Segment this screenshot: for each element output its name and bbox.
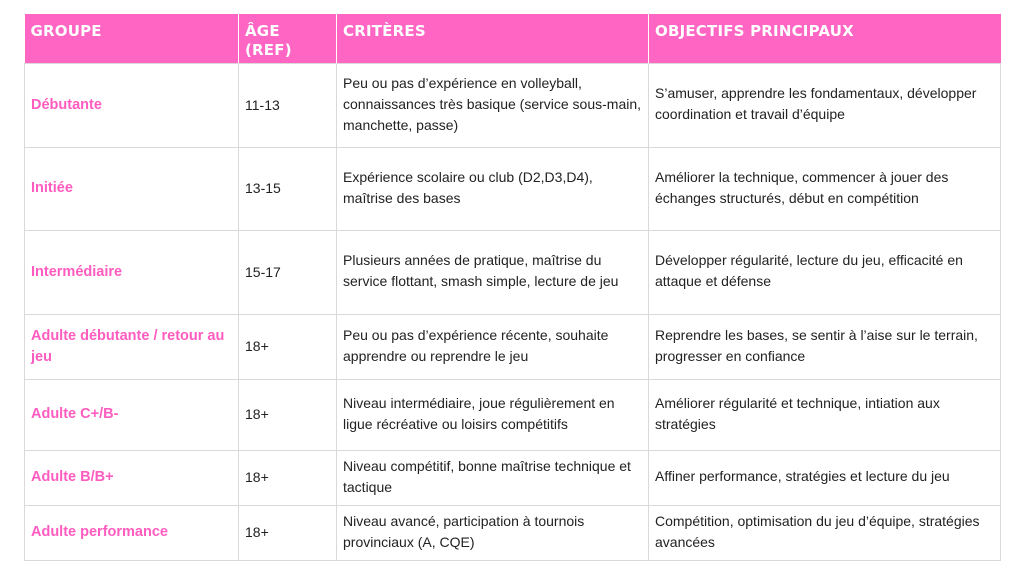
- table-row: [25, 379, 1001, 450]
- header-criteres: CRITÈRES: [337, 14, 649, 63]
- objectives-text: S’amuser, apprendre les fondamentaux, développer coordination et travail d’équipe: [655, 85, 977, 122]
- table-row: [25, 147, 1001, 230]
- levels-table: [24, 14, 1001, 561]
- criteria-cell: [337, 314, 649, 379]
- group-cell: Adulte B/B+: [25, 450, 239, 505]
- objectives-text: Améliorer la technique, commencer à jouer des échanges structurés, début en compétition: [655, 168, 949, 206]
- table-header: [25, 14, 1001, 63]
- criteria-text: Peu ou pas d’expérience en volleyball, connaissances très basique (service sous-main, manchette, passe): [343, 74, 642, 133]
- objectives-cell: [649, 230, 1001, 314]
- objectives-cell: [649, 314, 1001, 379]
- header-groupe: GROUPE: [25, 14, 239, 63]
- objectives-text: Affiner performance, stratégies et lecture du jeu: [655, 468, 950, 484]
- age-cell: 15-17: [239, 230, 337, 314]
- group-cell: Adulte C+/B-: [25, 379, 239, 450]
- header-age: ÂGE (REF): [239, 14, 337, 63]
- group-cell: Adulte débutante / retour au jeu: [25, 314, 239, 379]
- objectives-cell: [649, 505, 1001, 560]
- age-cell: 18+: [239, 505, 337, 560]
- group-cell: Adulte performance: [25, 505, 239, 560]
- group-cell: Initiée: [25, 147, 239, 230]
- objectives-text: Compétition, optimisation du jeu d’équipe, stratégies avancées: [655, 512, 980, 550]
- criteria-text: Plusieurs années de pratique, maîtrise du service flottant, smash simple, lecture de jeu: [343, 252, 619, 289]
- group-cell: Intermédiaire: [25, 230, 239, 314]
- age-cell: 11-13: [239, 63, 337, 147]
- objectives-cell: [649, 147, 1001, 230]
- age-cell: 18+: [239, 314, 337, 379]
- age-cell: 18+: [239, 379, 337, 450]
- criteria-cell: [337, 147, 649, 230]
- criteria-text: Expérience scolaire ou club (D2,D3,D4), maîtrise des bases: [343, 168, 593, 206]
- header-row: [25, 14, 1001, 63]
- criteria-cell: [337, 230, 649, 314]
- objectives-cell: [649, 450, 1001, 505]
- table-row: [25, 505, 1001, 560]
- criteria-cell: [337, 450, 649, 505]
- age-cell: 13-15: [239, 147, 337, 230]
- table-row: [25, 230, 1001, 314]
- objectives-text: Développer régularité, lecture du jeu, efficacité en attaque et défense: [655, 252, 963, 289]
- group-cell: Débutante: [25, 63, 239, 147]
- criteria-text: Peu ou pas d’expérience récente, souhaite apprendre ou reprendre le jeu: [343, 326, 609, 364]
- criteria-text: Niveau compétitif, bonne maîtrise technique et tactique: [343, 457, 631, 495]
- objectives-cell: [649, 63, 1001, 147]
- table-row: [25, 63, 1001, 147]
- criteria-text: Niveau intermédiaire, joue régulièrement en ligue récréative ou loisirs compétitifs: [343, 394, 615, 432]
- criteria-cell: [337, 63, 649, 147]
- header-objectifs: OBJECTIFS PRINCIPAUX: [649, 14, 1001, 63]
- criteria-cell: [337, 505, 649, 560]
- table-row: [25, 450, 1001, 505]
- criteria-text: Niveau avancé, participation à tournois provinciaux (A, CQE): [343, 512, 585, 550]
- age-cell: 18+: [239, 450, 337, 505]
- objectives-text: Reprendre les bases, se sentir à l’aise sur le terrain, progresser en confiance: [655, 326, 978, 364]
- table-body: [25, 63, 1001, 560]
- table-row: [25, 314, 1001, 379]
- criteria-cell: [337, 379, 649, 450]
- objectives-text: Améliorer régularité et technique, intiation aux stratégies: [655, 394, 940, 432]
- objectives-cell: [649, 379, 1001, 450]
